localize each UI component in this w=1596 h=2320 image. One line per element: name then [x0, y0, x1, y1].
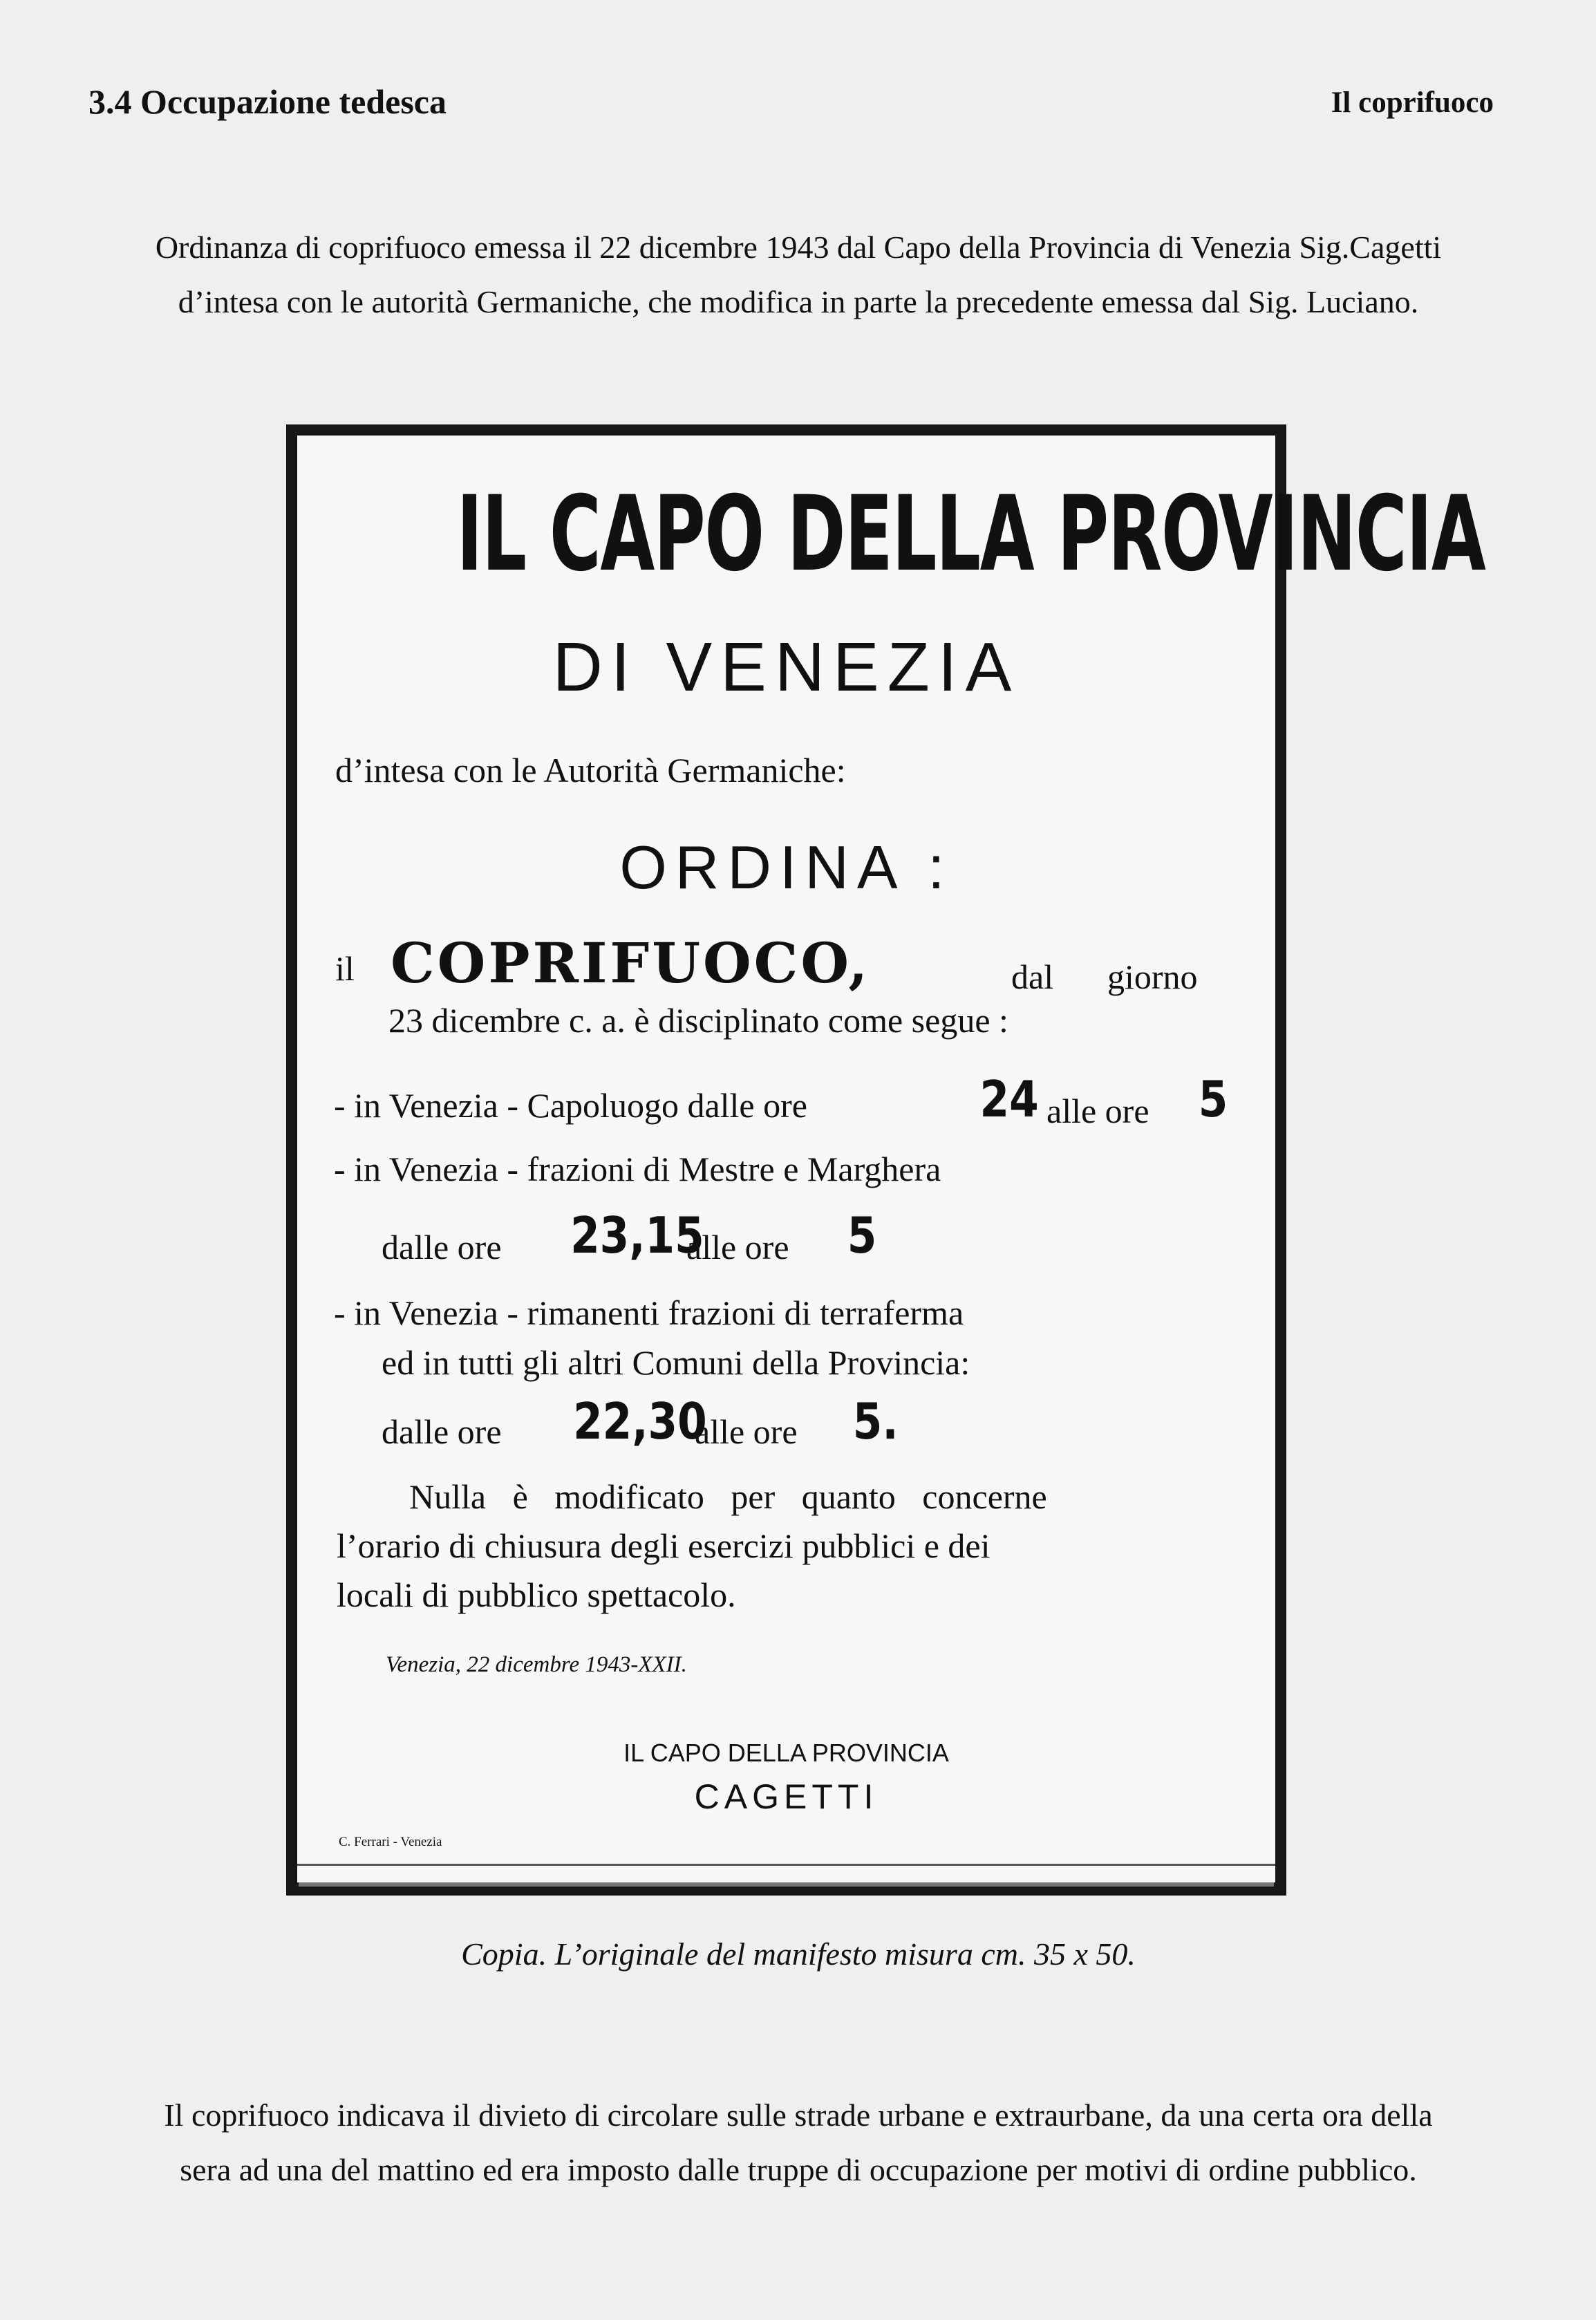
poster-caption: Copia. L’originale del manifesto misura cm. 35 x 50. — [461, 1936, 1136, 1972]
poster-subtitle: DI VENEZIA — [552, 628, 1020, 706]
poster-line-1-dal: dal — [1011, 957, 1054, 996]
poster-hour-2230: 22,30 — [573, 1392, 707, 1450]
poster-hour-2315: 23,15 — [570, 1206, 704, 1264]
poster-ordina: ORDINA : — [619, 833, 953, 901]
intro-line-1: Ordinanza di coprifuoco emessa il 22 dicembre 1943 dal Capo della Provincia di Venezia Sig.Cagetti — [155, 230, 1442, 265]
poster-line-4: - in Venezia - frazioni di Mestre e Marghera — [334, 1150, 941, 1188]
poster-line-2: 23 dicembre c. a. è disciplinato come segue : — [388, 1001, 1008, 1040]
outro-line-2: sera ad una del mattino ed era imposto dalle truppe di occupazione per motivi di ordine pubblico. — [180, 2152, 1417, 2187]
poster-date: Venezia, 22 dicembre 1943-XXII. — [386, 1652, 687, 1677]
poster-line-5-alle: alle ore — [686, 1228, 789, 1266]
poster-hour-5c: 5. — [852, 1392, 899, 1450]
poster-intesa-line: d’intesa con le Autorità Germaniche: — [335, 751, 846, 789]
poster-printer-credit: C. Ferrari - Venezia — [339, 1835, 442, 1849]
poster-line-8-alle: alle ore — [695, 1412, 798, 1451]
topic-heading: Il coprifuoco — [1331, 86, 1494, 119]
poster-hour-24: 24 — [979, 1070, 1039, 1128]
poster-line-1-il: il — [335, 949, 355, 988]
outro-paragraph — [69, 2088, 1528, 2197]
poster-hour-5b: 5 — [847, 1206, 877, 1264]
poster-line-8-dalle: dalle ore — [382, 1412, 502, 1451]
poster-signature-name: CAGETTI — [694, 1777, 879, 1816]
poster-line-3-text: - in Venezia - Capoluogo dalle ore — [334, 1086, 807, 1125]
poster-line-1-giorno: giorno — [1107, 957, 1198, 996]
poster-signature-title: IL CAPO DELLA PROVINCIA — [623, 1739, 949, 1767]
intro-line-2: d’intesa con le autorità Germaniche, che modifica in parte la precedente emessa dal Sig. Luciano. — [178, 284, 1419, 319]
poster-hour-5a: 5 — [1198, 1070, 1228, 1128]
poster-line-9: Nulla è modificato per quanto concerne — [409, 1477, 1047, 1516]
poster-bottom-edge — [297, 1864, 1275, 1882]
poster-coprifuoco-word: COPRIFUOCO, — [391, 930, 871, 995]
poster-title: IL CAPO DELLA PROVINCIA — [456, 474, 1485, 595]
outro-line-1: Il coprifuoco indicava il divieto di circolare sulle strade urbane e extraurbane, da una certa ora della — [164, 2097, 1433, 2133]
poster-line-5-dalle: dalle ore — [382, 1228, 502, 1266]
poster-line-6: - in Venezia - rimanenti frazioni di terraferma — [334, 1293, 964, 1332]
poster-line-10: l’orario di chiusura degli esercizi pubblici e dei — [337, 1526, 991, 1565]
poster-line-11: locali di pubblico spettacolo. — [337, 1575, 736, 1614]
intro-paragraph — [69, 220, 1528, 329]
section-heading: 3.4 Occupazione tedesca — [88, 82, 447, 121]
poster-line-7: ed in tutti gli altri Comuni della Provincia: — [382, 1343, 970, 1382]
poster-line-3-alle: alle ore — [1046, 1092, 1149, 1130]
